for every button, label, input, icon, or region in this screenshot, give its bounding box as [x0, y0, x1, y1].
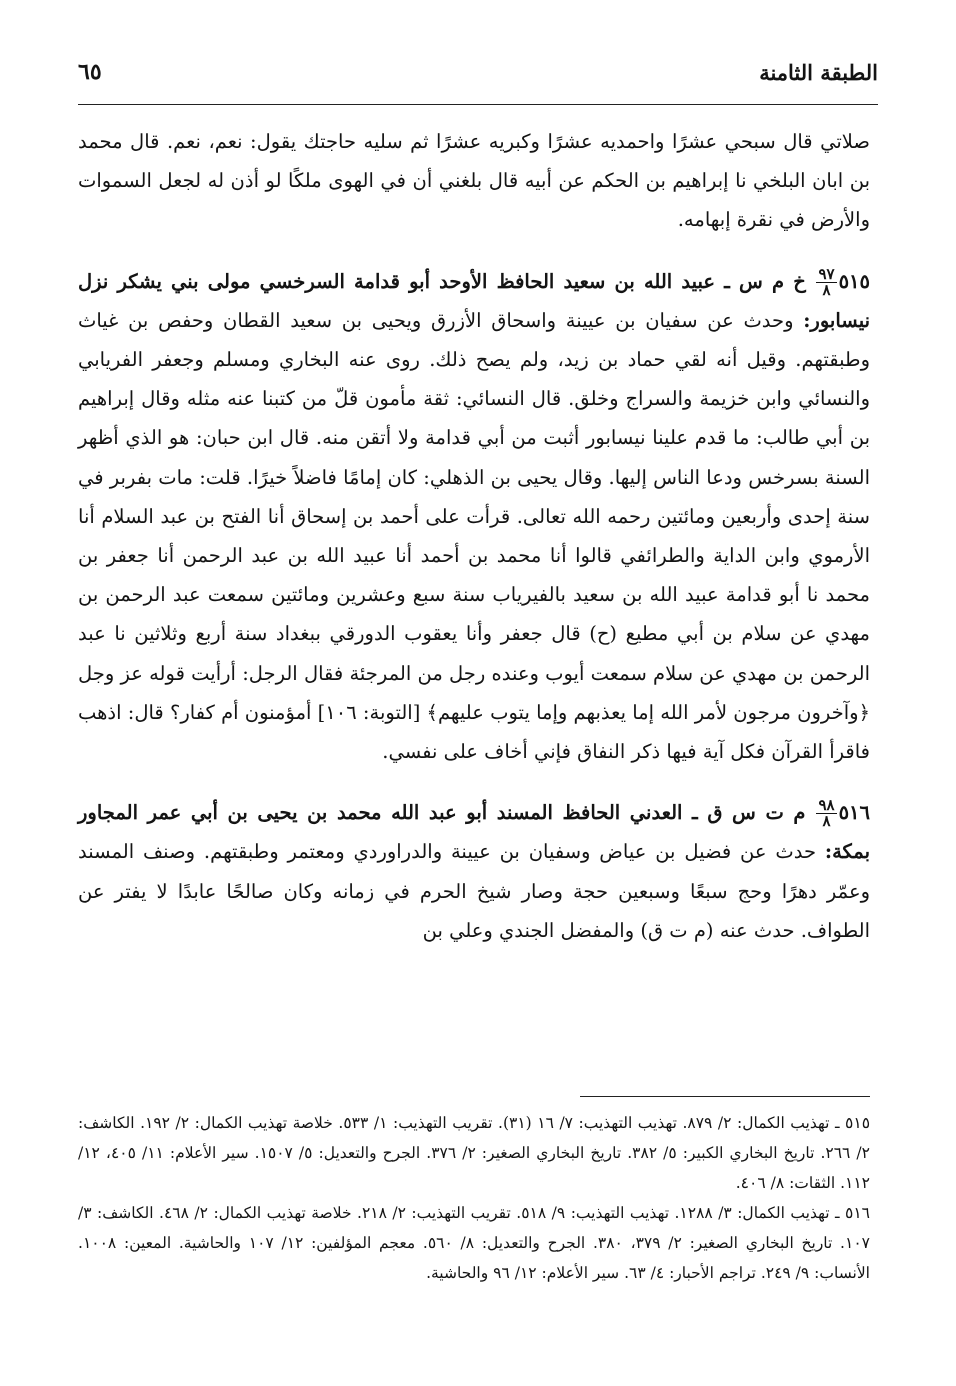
entry-fraction: $\frac{٩٧}{٨}$ [818, 264, 835, 299]
entry-text: حدث عن فضيل بن عياض وسفيان بن عيينة والدراوردي ومعتمر وطبقتهم. وصنف المسند وعمّر دهرًا وحج سبعًا وسبعين حجة وصار شيخ الحرم في زمانه وكان صالحًا عابدًا لا يفتر عن الطواف. حدث عنه (م ت ق) والمفضل الجندي وعلي بن [78, 840, 870, 942]
page-number: ٦٥ [78, 59, 102, 85]
entry-heading: خ م س ـ عبيد الله بن سعيد الحافظ الأوحد أبو قدامة السرخسي مولى بني يشكر نزل نيسابور: [78, 269, 870, 332]
entry-number: ٥١٥ [838, 269, 870, 293]
footnotes [78, 1108, 870, 1288]
footnote-516: ٥١٦ ـ تهذيب الكمال: ٣/ ١٢٨٨. تهذيب التهذيب: ٩/ ٥١٨. تقريب التهذيب: ٢/ ٢١٨. خلاصة تهذيب الكمال: ٢/ ٤٦٨. الكاشف: ٣/ ١٠٧. تاريخ البخاري الصغير: ٢/ ٣٧٩، ٣٨٠. الجرح والتعديل: ٨/ ٥٦٠. معجم المؤلفين: ١٢/ ١٠٧ والحاشية. المعين: ١٠٠٨. الأنساب: ٩/ ٢٤٩. تراجم الأحبار: ٤/ ٦٣. سير الأعلام: ١٢/ ٩٦ والحاشية. [78, 1204, 870, 1282]
chapter-title: الطبقة الثامنة [759, 59, 878, 85]
entry-number: ٥١٦ [838, 801, 870, 825]
main-text [78, 122, 870, 950]
header-rule [78, 104, 878, 105]
footnote-rule [580, 1096, 870, 1097]
entry-heading: م ت س ق ـ العدني الحافظ المسند أبو عبد الله محمد بن يحيى بن أبي عمر المجاور بمكة: [78, 801, 871, 864]
entry-516 [78, 793, 870, 950]
footnote-515: ٥١٥ ـ تهذيب الكمال: ٢/ ٨٧٩. تهذيب التهذيب: ٧/ ١٦ (٣١). تقريب التهذيب: ١/ ٥٣٣. خلاصة تهذيب الكمال: ٢/ ١٩٢. الكاشف: ٢/ ٢٦٦. تاريخ البخاري الكبير: ٥/ ٣٨٢. تاريخ البخاري الصغير: ٢/ ٣٧٦. الجرح والتعديل: ٥/ ١٥٠٧. سير الأعلام: ١١/ ٤٠٥، ١٢/ ١١٢. الثقات: ٨/ ٤٠٦. [78, 1114, 871, 1192]
entry-515 [78, 262, 870, 772]
entry-text: وحدث عن سفيان بن عيينة واسحاق الأزرق ويحيى بن سعيد القطان وحفص بن غياث وطبقتهم. وقيل أنه لقي حماد بن زيد، ولم يصح ذلك. روى عنه البخاري ومسلم وجعفر الفريابي والنسائي وابن خزيمة والسراج وخلق. قال النسائي: ثقة مأمون قلّ من كتبنا عنه مثله وقال إبراهيم بن أبي طالب: ما قدم علينا نيسابور أثبت من أبي قدامة ولا أتقن منه. قال ابن حبان: هو الذي أظهر السنة بسرخس ودعا الناس إليها. وقال يحيى بن الذهلي: كان إمامًا فاضلاً خيرًا. قلت: مات بفربر في سنة إحدى وأربعين ومائتين رحمه الله تعالى. قرأت على أحمد بن إسحاق أنا الفتح بن عبد السلام أنا الأرموي وابن الداية والطرائفي قالوا أنا محمد بن أحمد أنا عبيد الله بن عبد الرحمن أنا جعفر بن محمد نا أبو قدامة عبيد الله بن سعيد بالفيرياب سنة سبع وعشرين ومائتين سمعت عبد الرحمن بن مهدي عن سلام بن أبي مطيع (ح) قال جعفر وأنا يعقوب الدورقي ببغداد سنة أربع وثلاثين نا عبد الرحمن بن مهدي عن سلام سمعت أيوب وعنده رجل من المرجئة فقال الرجل: أرأيت قوله عز وجل ﴿وآخرون مرجون لأمر الله إما يعذبهم وإما يتوب عليهم﴾ [التوبة: ١٠٦] أمؤمنون أم كفار؟ قال: اذهب فاقرأ القرآن فكل آية فيها ذكر النفاق فإني أخاف على نفسي. [78, 308, 870, 764]
paragraph-continuation: صلاتي قال سبحي عشرًا واحمديه عشرًا وكبريه عشرًا ثم سليه حاجتك يقول: نعم، نعم. قال محمد بن ابان البلخي نا إبراهيم بن الحكم عن أبيه قال بلغني أن في الهوى ملكًا لو أذن له لجعل السموات والأرض في نقرة إبهامه. [78, 130, 870, 232]
entry-fraction: $\frac{٩٨}{٨}$ [818, 796, 835, 831]
running-header [78, 52, 878, 92]
